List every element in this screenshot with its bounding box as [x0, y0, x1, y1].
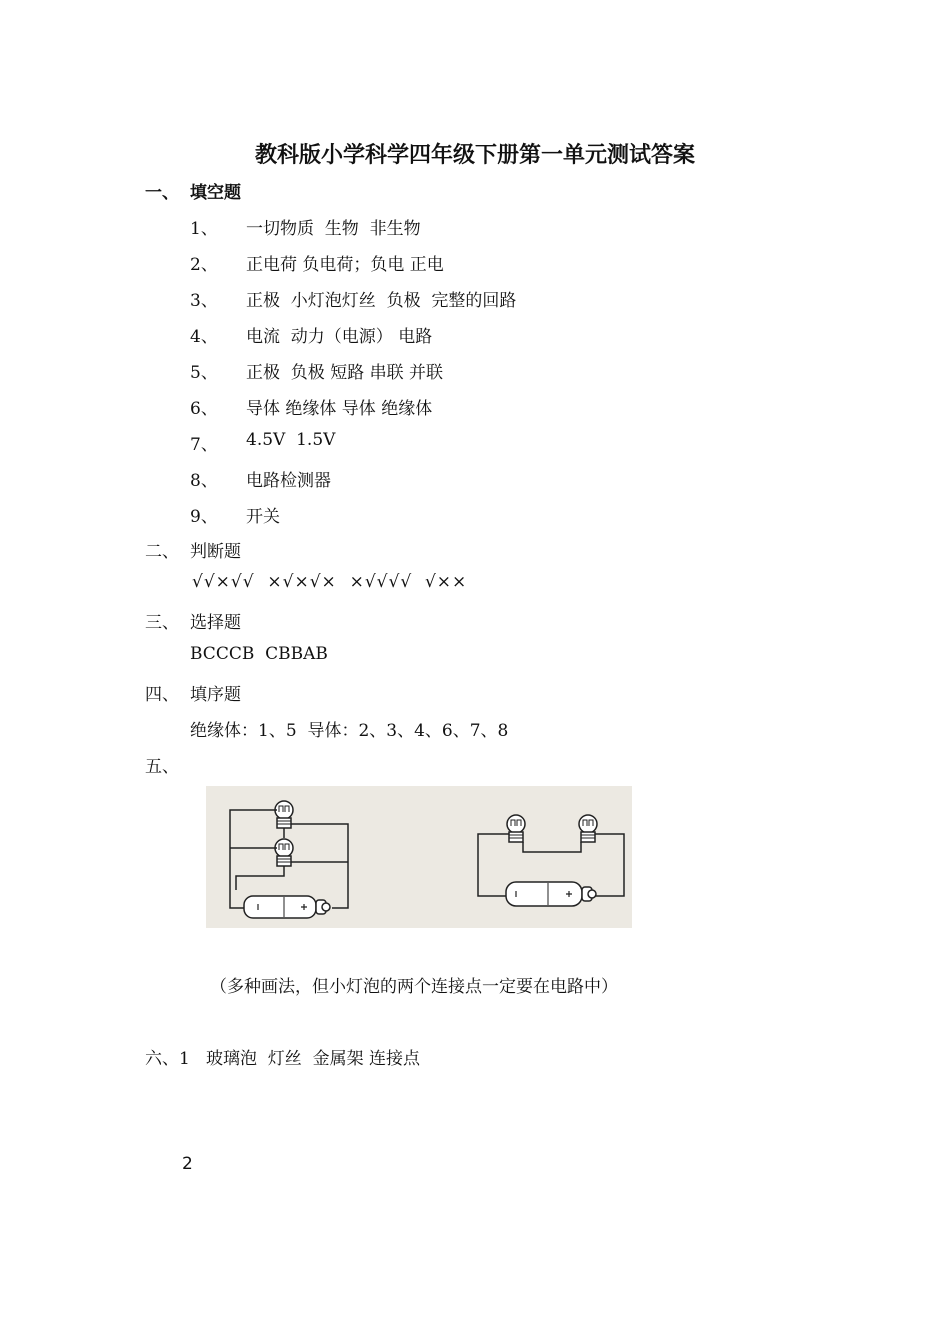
section5-label: 五、: [145, 757, 179, 777]
section5-note: （多种画法，但小灯泡的两个连接点一定要在电路中）: [210, 977, 618, 997]
item-answer: 4.5V 1.5V: [246, 430, 336, 450]
item-number: 3、: [190, 291, 218, 311]
section6-label: 六、1: [145, 1049, 190, 1069]
series-circuit: [478, 815, 624, 906]
item-number: 7、: [190, 435, 218, 455]
item-number: 8、: [190, 471, 218, 491]
section2-label: 二、: [145, 542, 179, 562]
circuit-diagrams: [206, 786, 632, 928]
section3-answer: BCCCB CBBAB: [190, 644, 328, 664]
section2-heading: 判断题: [190, 542, 241, 562]
battery-icon: [244, 896, 330, 918]
item-answer: 电流 动力（电源） 电路: [246, 327, 433, 347]
item-number: 6、: [190, 399, 218, 419]
section3-heading: 选择题: [190, 613, 241, 633]
section3-label: 三、: [145, 613, 179, 633]
item-number: 4、: [190, 327, 218, 347]
item-answer: 电路检测器: [246, 471, 331, 491]
circuit-figure: [206, 786, 632, 928]
item-number: 5、: [190, 363, 218, 383]
item-answer: 一切物质 生物 非生物: [246, 219, 421, 239]
bulb-icon: [275, 801, 293, 828]
section4-label: 四、: [145, 685, 179, 705]
section4-heading: 填序题: [190, 685, 241, 705]
section1-heading: 填空题: [190, 183, 241, 203]
item-answer: 开关: [246, 507, 280, 527]
item-number: 2、: [190, 255, 218, 275]
bulb-icon: [507, 815, 525, 842]
bulb-icon: [579, 815, 597, 842]
item-answer: 正极 小灯泡灯丝 负极 完整的回路: [246, 291, 517, 311]
section2-answer: √√×√√ ×√×√× ×√√√√ √××: [192, 572, 468, 592]
battery-icon: [506, 882, 596, 906]
section6-item2: 2: [182, 1154, 193, 1174]
item-number: 1、: [190, 219, 218, 239]
item-answer: 正电荷 负电荷；负电 正电: [246, 255, 444, 275]
item-answer: 导体 绝缘体 导体 绝缘体: [246, 399, 433, 419]
bulb-icon: [275, 839, 293, 866]
item-answer: 正极 负极 短路 串联 并联: [246, 363, 444, 383]
page-title: 教科版小学科学四年级下册第一单元测试答案: [254, 143, 695, 168]
section4-answer: 绝缘体：1、5 导体：2、3、4、6、7、8: [190, 721, 509, 741]
parallel-circuit: [230, 801, 348, 918]
section6-answer: 玻璃泡 灯丝 金属架 连接点: [206, 1049, 421, 1069]
section1-label: 一、: [145, 183, 179, 203]
item-number: 9、: [190, 507, 218, 527]
